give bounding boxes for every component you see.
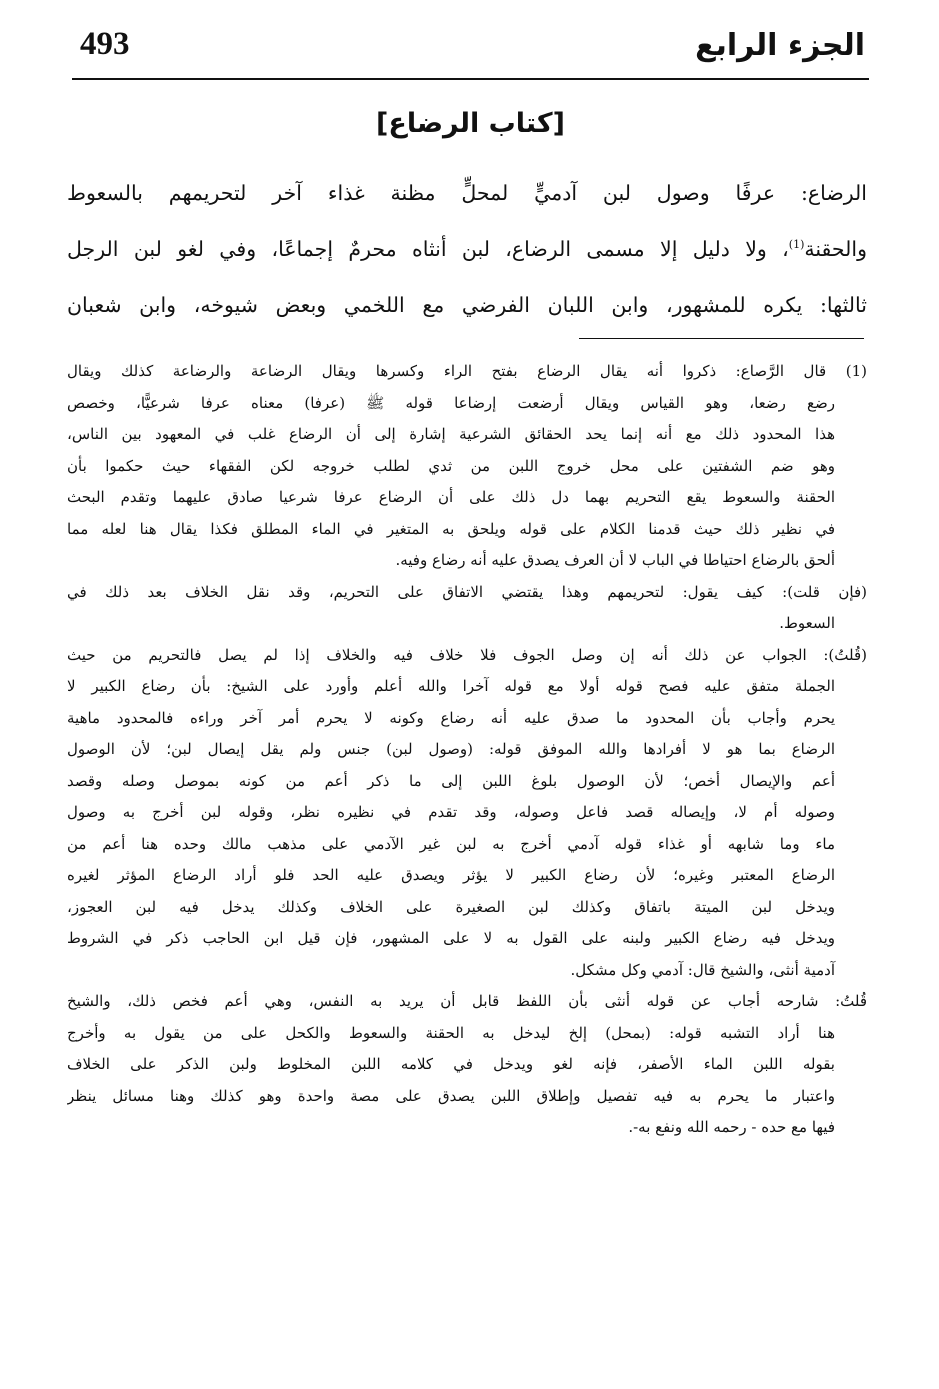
footnote-line: وهو ضم الشفتين على محل خروج اللبن من ثدي لطلب خروجه لكن الفقهاء حيث حكموا بأن	[67, 456, 835, 475]
running-header: الجزء الرابع	[695, 28, 865, 63]
footnote-line: رضع رضعا، وهو القياس ويقال أرضعت إرضاعا قوله ﷺ (عرفا) معناه عرفا شرعيًّا، وخصص	[67, 393, 835, 412]
footnote-line: الحقنة والسعوط يقع التحريم بهما دل ذلك على أن الرضاع عرفا شرعيا صادق عليهما وتقدم البحث	[67, 488, 835, 506]
footnote-line: وصوله أم لا، وإيصاله قصد فاعل وصوله، وقد تقدم في نظيره نظر، وقوله لبن أخرج به وصول	[67, 803, 835, 821]
footnote-reference[interactable]: (1)	[788, 238, 805, 252]
footnote-line: هنا أراد التشبه قوله: (بمحل) إلخ ليدخل به الحقنة والسعوط والكحل على من يقول به وأخرج	[67, 1023, 835, 1042]
chapter-title: [كتاب الرضاع]	[376, 108, 565, 139]
footnotes	[67, 356, 867, 1144]
footnote-line: (فإن قلت): كيف يقول: لتحريمهم وهذا يقتضي الاتفاق على التحريم، وقد نقل الخلاف بعد ذلك في	[67, 582, 867, 601]
footnote-line: ويدخل لبن الميتة باتفاق وكذلك لبن الصغيرة على الخلاف وكذلك يدخل فيه لبن العجوز،	[67, 897, 835, 916]
main-text-fragment: والحقنة	[804, 237, 867, 261]
footnote-line: السعوط.	[779, 614, 835, 632]
footnote-line: ويدخل فيه رضاع الكبير ولبنه على القول به لا على المشهور، فإن قيل ابن الحاجب ذكر في الشروط	[67, 929, 835, 947]
footnote-line: ماء وما شابهه أو غذاء قوله آدمي أخرج به لبن غير الآدمي على مذهب مالك وحده هنا أعم من	[67, 834, 835, 853]
main-text-line	[67, 221, 867, 277]
main-text	[67, 165, 867, 333]
main-text-line: ثالثها: يكره للمشهور، وابن اللبان الفرضي مع اللخمي وبعض شيوخه، وابن شعبان	[67, 293, 867, 317]
header-rule	[72, 78, 869, 80]
footnote-line: واعتبار ما يحرم به فيه تفصيل وإطلاق اللبن يصدق على مصة واحدة وهو كذلك وهنا مسائل ينظر	[67, 1086, 835, 1105]
footnote-line: الرضاع بما هو لا أفرادها والله الموفق قوله: (وصول لبن) جنس ولم يقل إيصال لبن؛ لأن الوصول	[67, 740, 835, 758]
footnote-line: قُلتُ: شارحه أجاب عن قوله أنثى بأن اللفظ قابل أن يريد به النفس، وهي أعم فخص ذلك، والشيخ	[67, 992, 867, 1010]
footnote-line: يحرم وأجاب بأن المحدود ما صدق عليه أنه رضاع وكونه لا يحرم أمر آخر وراءه فالمحدود ماهية	[67, 708, 835, 727]
footnote-line: أعم والإيصال أخص؛ لأن الوصول بلوغ اللبن إلى ما ذكر أعم من كونه بموصل وصله وقصد	[67, 771, 835, 790]
footnote-line: بقوله اللبن الماء الأصفر، فإنه لغو ويدخل في كلامه اللبن المخلوط ولبن الذكر على الخلاف	[67, 1055, 835, 1073]
footnote-line: فيها مع حده - رحمه الله ونفع به-.	[628, 1118, 835, 1136]
footnote-separator	[579, 338, 864, 339]
footnote-line: ألحق بالرضاع احتياطا في الباب لا أن العرف يصدق عليه أنه رضاع وفيه.	[395, 551, 835, 569]
main-text-fragment: ، ولا دليل إلا مسمى الرضاع، لبن أنثاه محرمٌ إجماعًا، وفي لغو لبن الرجل	[67, 237, 789, 261]
footnote-line: الرضاع المعتبر وغيره؛ لأن رضاع الكبير لا يؤثر ويصدق عليه الحد فلو أراد الرضاع المؤثر لغيره	[67, 866, 835, 884]
footnote-line: (قُلتُ): الجواب عن ذلك أنه إن وصل الجوف فلا خلاف فيه والخلاف إذا لم يصل فالتحريم من حيث	[67, 645, 867, 664]
main-text-line: الرضاع: عرفًا وصول لبن آدميٍّ لمحلٍّ مظنة غذاء آخر لتحريمهم بالسعوط	[67, 181, 867, 205]
footnote-line: هذا المحدود ذلك مع أنه إنما يحد الحقائق الشرعية إشارة إلى أن الرضاع غلب في المعهود بين الناس،	[67, 425, 835, 443]
page-number: 493	[80, 26, 130, 62]
footnote-line: الجملة متفق عليه فصح قوله أولا مع قوله آخرا والله أعلم وأورد على الشيخ: بأن رضاع الكبير لا	[67, 677, 835, 695]
footnote-line: (1) قال الرَّصاع: ذكروا أنه يقال الرضاع بفتح الراء وكسرها ويقال الرضاعة والرضاعة كذلك ويقال	[67, 362, 867, 380]
footnote-line: آدمية أنثى، والشيخ قال: آدمي وكل مشكل.	[570, 960, 835, 979]
footnote-line: في نظير ذلك حيث قدمنا الكلام على قوله ويلحق به المتغير في الماء المطلق فكذا يقال هنا لعله مما	[67, 519, 835, 538]
